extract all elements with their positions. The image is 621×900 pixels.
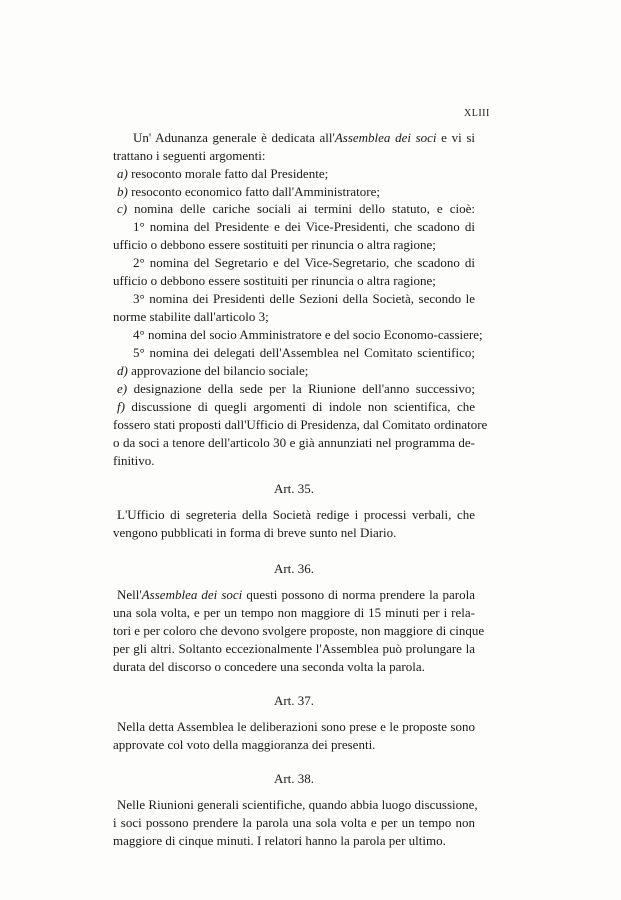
article-heading: Art. 36.: [273, 561, 315, 576]
text-line: 1° nomina del Presidente e dei Vice-Presidenti, che scadono di: [133, 219, 475, 234]
text-line: trattano i seguenti argomenti:: [113, 148, 266, 163]
text-line: ufficio o debbono essere sostituiti per rinuncia o altra ragione;: [113, 237, 436, 252]
text-line: Nell'Assemblea dei soci questi possono di norma prendere la parola: [117, 587, 476, 602]
page-number: XLIII: [464, 108, 490, 119]
text-line: una sola volta, e per un tempo non maggiore di 15 minuti per i rela-: [113, 605, 475, 620]
text-line: maggiore di cinque minuti. I relatori hanno la parola per ultimo.: [113, 833, 446, 848]
text-line: f) discussione di quegli argomenti di indole non scientifica, che: [117, 399, 475, 414]
article-heading: Art. 37.: [273, 693, 315, 708]
text-line: norme stabilite dall'articolo 3;: [113, 309, 269, 324]
text-line: c) nomina delle cariche sociali ai termini dello statuto, e cioè:: [117, 201, 475, 216]
text-line: vengono pubblicati in forma di breve sunto nel Diario.: [113, 525, 397, 540]
text-line: approvate col voto della maggioranza dei presenti.: [113, 737, 376, 752]
text-line: durata del discorso o concedere una seconda volta la parola.: [113, 659, 425, 674]
text-line: per gli altri. Soltanto eccezionalmente l'Assemblea può prolungare la: [113, 641, 475, 656]
text-line: Un' Adunanza generale è dedicata all'Assemblea dei soci e vi si: [133, 130, 475, 145]
text-line: d) approvazione del bilancio sociale;: [117, 363, 309, 378]
text-line: 5° nomina dei delegati dell'Assemblea nel Comitato scientifico;: [133, 345, 475, 360]
text-line: e) designazione della sede per la Riunione dell'anno successivo;: [117, 381, 475, 396]
text-line: 2° nomina del Segretario e del Vice-Segretario, che scadono di: [133, 255, 475, 270]
text-line: 4° nomina del socio Amministratore e del socio Economo-cassiere;: [133, 327, 483, 342]
text-line: o da soci a tenore dell'articolo 30 e già annunziati nel programma de-: [113, 435, 475, 450]
text-line: tori e per coloro che devono svolgere proposte, non maggiore di cinque: [113, 623, 485, 638]
text-line: i soci possono prendere la parola una sola volta e per un tempo non: [113, 815, 475, 830]
text-line: Nelle Riunioni generali scientifiche, quando abbia luogo discussione,: [117, 797, 478, 812]
text-line: ufficio o debbono essere sostituiti per rinuncia o altra ragione;: [113, 273, 436, 288]
article-heading: Art. 38.: [273, 771, 315, 786]
text-line: fossero stati proposti dall'Ufficio di Presidenza, dal Comitato ordinatore: [113, 417, 488, 432]
text-line: Nella detta Assemblea le deliberazioni sono prese e le proposte sono: [117, 719, 475, 734]
article-heading: Art. 35.: [273, 481, 315, 496]
text-line: 3° nomina dei Presidenti delle Sezioni della Società, secondo le: [133, 291, 475, 306]
text-line: a) resoconto morale fatto dal Presidente;: [117, 166, 329, 181]
text-line: L'Ufficio di segreteria della Società redige i processi verbali, che: [117, 507, 475, 522]
text-line: finitivo.: [113, 453, 155, 468]
text-line: b) resoconto economico fatto dall'Amministratore;: [117, 184, 381, 199]
